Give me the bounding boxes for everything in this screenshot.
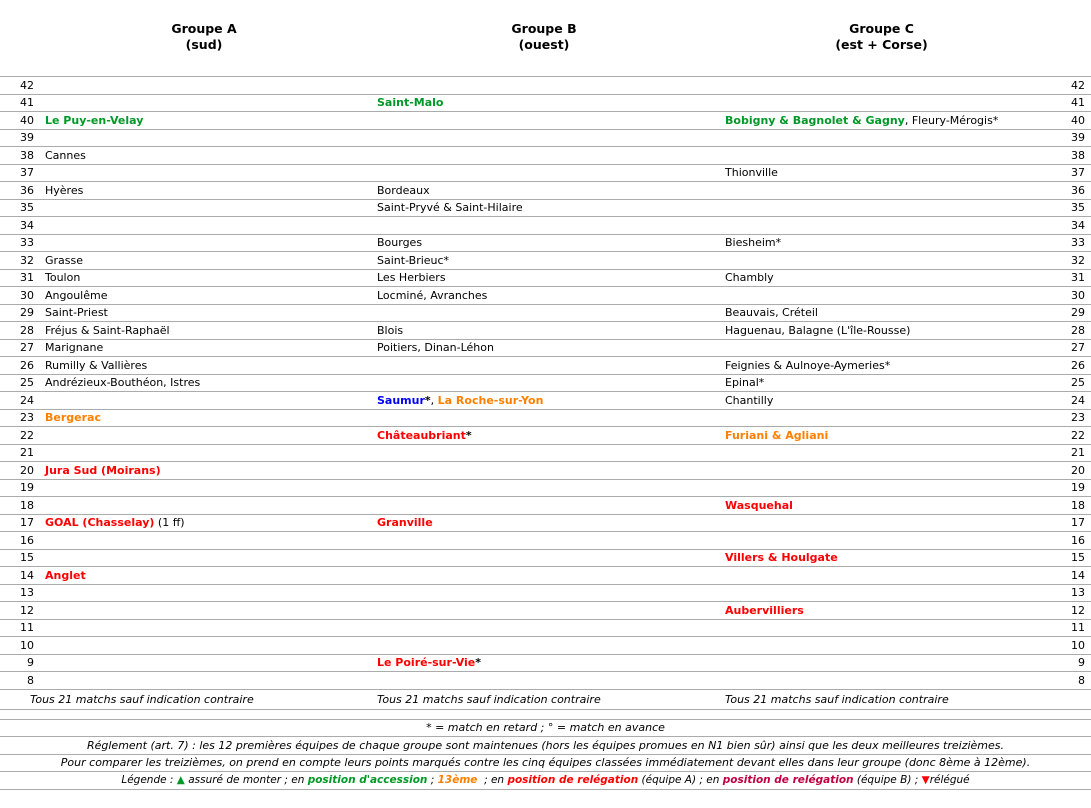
points-row (0, 444, 1091, 462)
group-b-title: Groupe B (511, 21, 577, 36)
points-row (0, 671, 1091, 689)
points-label-left: 16 (20, 533, 34, 547)
text-segment: Poitiers, Dinan-Léhon (377, 341, 494, 355)
group-b-cell (370, 253, 718, 268)
group-b-cell (370, 323, 718, 338)
text-segment: Saint-Malo (377, 96, 444, 110)
group-a-cell (38, 148, 370, 163)
group-a-header (38, 21, 370, 76)
text-segment: Saint-Priest (45, 306, 108, 320)
group-c-cell (718, 270, 1045, 285)
points-label-right: 19 (1071, 481, 1085, 495)
points-label-right: 8 (1078, 673, 1085, 687)
points-row (0, 321, 1091, 339)
group-b-cell (370, 200, 718, 215)
text-segment: Le Poiré-sur-Vie (377, 656, 476, 670)
standings-table (0, 76, 1091, 689)
group-a-subtitle: (sud) (185, 37, 223, 52)
text-segment: Bobigny & Bagnolet & Gagny (725, 113, 905, 127)
group-b-cell (370, 340, 718, 355)
points-label-right: 35 (1071, 201, 1085, 215)
text-segment: Châteaubriant (377, 428, 466, 442)
points-label-right: 23 (1071, 411, 1085, 425)
text-segment: position de relégation (507, 774, 639, 787)
text-segment: Saint-Pryvé & Saint-Hilaire (377, 201, 523, 215)
points-row (0, 164, 1091, 182)
group-b-cell (370, 270, 718, 285)
group-a-cell (38, 305, 370, 320)
points-label-left: 18 (20, 498, 34, 512)
promotion-triangle-icon: ▲ (176, 774, 185, 787)
group-a-cell (38, 358, 370, 373)
points-label-right: 40 (1071, 113, 1085, 127)
rule-thirteenth-comparison: Pour comparer les treizièmes, on prend en compte leurs points marqués contre les cinq équipes classées immédiatement devant elles dans leur groupe (donc 8ème à 12ème). (0, 754, 1091, 772)
points-row (0, 199, 1091, 217)
points-label-right: 42 (1071, 78, 1085, 92)
text-segment: Villers & Houlgate (725, 551, 838, 565)
text-segment: Beauvais, Créteil (725, 306, 818, 320)
group-c-cell (718, 603, 1045, 618)
points-row (0, 409, 1091, 427)
text-segment: Jura Sud (Moirans) (45, 463, 161, 477)
group-a-cell (38, 323, 370, 338)
group-c-cell (718, 323, 1045, 338)
points-label-left: 33 (20, 236, 34, 250)
points-row (0, 251, 1091, 269)
points-label-left: 37 (20, 166, 34, 180)
points-label-left: 28 (20, 323, 34, 337)
rule-article-7: Réglement (art. 7) : les 12 premières équipes de chaque groupe sont maintenues (hors les équipes promues en N1 bien sûr) ainsi que les deux meilleures treizièmes. (0, 736, 1091, 754)
rank-header-spacer-right (1045, 21, 1091, 76)
text-segment: * (424, 393, 431, 407)
points-row (0, 216, 1091, 234)
points-row (0, 461, 1091, 479)
points-label-left: 23 (20, 411, 34, 425)
points-label-right: 13 (1071, 586, 1085, 600)
text-segment: Andrézieux-Bouthéon, Istres (45, 376, 201, 390)
group-b-header (370, 21, 718, 76)
text-segment: Haguenau, Balagne (L'île-Rousse) (725, 323, 911, 337)
points-label-right: 10 (1071, 638, 1085, 652)
group-b-cell (370, 95, 718, 110)
matches-note-group-b: Tous 21 matchs sauf indication contraire (377, 692, 601, 706)
text-segment: Bordeaux (377, 183, 430, 197)
points-row (0, 636, 1091, 654)
group-c-title: Groupe C (849, 21, 914, 36)
points-label-right: 21 (1071, 446, 1085, 460)
points-row (0, 566, 1091, 584)
text-segment: Rumilly & Vallières (45, 358, 148, 372)
points-label-left: 9 (27, 656, 34, 670)
text-segment: Angoulême (45, 288, 108, 302)
text-segment: position d'accession (307, 774, 428, 787)
points-row (0, 619, 1091, 637)
points-label-left: 35 (20, 201, 34, 215)
points-label-left: 8 (27, 673, 34, 687)
points-label-left: 39 (20, 131, 34, 145)
text-segment: Cannes (45, 148, 86, 162)
text-segment: Chantilly (725, 393, 774, 407)
footnote-symbols: * = match en retard ; ° = match en avance (0, 719, 1091, 737)
text-segment: , (430, 393, 438, 407)
points-row (0, 549, 1091, 567)
group-a-title: Groupe A (171, 21, 237, 36)
group-a-cell (38, 463, 370, 478)
points-label-left: 10 (20, 638, 34, 652)
points-label-right: 41 (1071, 96, 1085, 110)
group-c-cell (718, 165, 1045, 180)
points-row (0, 426, 1091, 444)
group-a-cell (38, 568, 370, 583)
text-segment: Saumur (377, 393, 425, 407)
group-a-cell (38, 288, 370, 303)
group-b-cell (370, 183, 718, 198)
text-segment: Les Herbiers (377, 271, 446, 285)
points-label-left: 14 (20, 568, 34, 582)
group-a-cell (38, 375, 370, 390)
points-label-left: 42 (20, 78, 34, 92)
text-segment: Locminé, Avranches (377, 288, 488, 302)
points-row (0, 339, 1091, 357)
points-label-left: 30 (20, 288, 34, 302)
group-a-cell (38, 515, 370, 530)
table-header (0, 0, 1091, 76)
points-label-left: 12 (20, 603, 34, 617)
points-label-left: 17 (20, 516, 34, 530)
group-a-cell (38, 340, 370, 355)
points-row (0, 584, 1091, 602)
text-segment: (équipe A) ; en (638, 774, 723, 787)
points-row (0, 601, 1091, 619)
points-label-left: 24 (20, 393, 34, 407)
text-segment: * (475, 656, 482, 670)
points-label-left: 15 (20, 551, 34, 565)
legend-line (0, 771, 1091, 789)
points-row (0, 356, 1091, 374)
points-label-left: 22 (20, 428, 34, 442)
footer-notes (0, 719, 1091, 790)
relegation-triangle-icon: ▼ (921, 774, 930, 787)
points-label-right: 14 (1071, 568, 1085, 582)
group-c-cell (718, 305, 1045, 320)
points-label-right: 37 (1071, 166, 1085, 180)
points-label-right: 16 (1071, 533, 1085, 547)
points-label-left: 25 (20, 376, 34, 390)
group-b-cell (370, 288, 718, 303)
points-label-right: 20 (1071, 463, 1085, 477)
text-segment: Chambly (725, 271, 774, 285)
points-label-right: 36 (1071, 183, 1085, 197)
text-segment: Aubervilliers (725, 603, 804, 617)
points-row (0, 654, 1091, 672)
points-row (0, 269, 1091, 287)
text-segment: ; (427, 774, 438, 787)
text-segment: (1 ff) (154, 516, 185, 530)
text-segment: Marignane (45, 341, 104, 355)
text-segment: position de relégation (722, 774, 854, 787)
group-a-cell (38, 113, 370, 128)
group-a-cell (38, 270, 370, 285)
points-label-left: 36 (20, 183, 34, 197)
group-c-header (718, 21, 1045, 76)
points-row (0, 496, 1091, 514)
points-row (0, 111, 1091, 129)
points-label-right: 32 (1071, 253, 1085, 267)
points-label-left: 27 (20, 341, 34, 355)
points-row (0, 76, 1091, 94)
group-b-cell (370, 235, 718, 250)
text-segment: Thionville (725, 166, 778, 180)
text-segment: Epinal* (725, 376, 765, 390)
text-segment: Granville (377, 516, 433, 530)
points-label-right: 24 (1071, 393, 1085, 407)
points-label-right: 34 (1071, 218, 1085, 232)
points-row (0, 531, 1091, 549)
points-label-right: 12 (1071, 603, 1085, 617)
group-a-cell (38, 253, 370, 268)
group-c-cell (718, 428, 1045, 443)
group-b-cell (370, 655, 718, 670)
text-segment: * (465, 428, 472, 442)
points-label-right: 31 (1071, 271, 1085, 285)
text-segment: , Fleury-Mérogis* (904, 113, 999, 127)
text-segment: La Roche-sur-Yon (437, 393, 544, 407)
text-segment: Le Puy-en-Velay (45, 113, 144, 127)
text-segment: Furiani & Agliani (725, 428, 829, 442)
text-segment: Toulon (45, 271, 81, 285)
text-segment: Anglet (45, 568, 86, 582)
points-label-left: 40 (20, 113, 34, 127)
points-row (0, 181, 1091, 199)
points-label-right: 17 (1071, 516, 1085, 530)
points-label-right: 26 (1071, 358, 1085, 372)
points-label-left: 13 (20, 586, 34, 600)
group-b-cell (370, 393, 718, 408)
points-row (0, 514, 1091, 532)
points-label-left: 29 (20, 306, 34, 320)
text-segment: ; en (477, 774, 508, 787)
text-segment: Bergerac (45, 411, 101, 425)
text-segment: rélégué (929, 774, 970, 787)
points-row (0, 374, 1091, 392)
points-label-right: 30 (1071, 288, 1085, 302)
points-label-left: 31 (20, 271, 34, 285)
points-label-right: 39 (1071, 131, 1085, 145)
points-row (0, 146, 1091, 164)
text-segment: Bourges (377, 236, 423, 250)
points-label-right: 9 (1078, 656, 1085, 670)
points-label-right: 15 (1071, 551, 1085, 565)
group-b-subtitle: (ouest) (518, 37, 570, 52)
group-c-cell (718, 498, 1045, 513)
group-a-cell (38, 410, 370, 425)
points-label-left: 32 (20, 253, 34, 267)
points-row (0, 286, 1091, 304)
points-label-left: 34 (20, 218, 34, 232)
group-c-cell (718, 375, 1045, 390)
matches-note-group-a: Tous 21 matchs sauf indication contraire (30, 692, 254, 706)
text-segment: Biesheim* (725, 236, 782, 250)
text-segment: assuré de monter ; en (184, 774, 308, 787)
group-b-cell (370, 515, 718, 530)
points-row (0, 94, 1091, 112)
points-label-right: 28 (1071, 323, 1085, 337)
text-segment: Fréjus & Saint-Raphaël (45, 323, 170, 337)
points-row (0, 391, 1091, 409)
matches-note-group-c: Tous 21 matchs sauf indication contraire (725, 692, 949, 706)
text-segment: (équipe B) ; (853, 774, 922, 787)
points-row (0, 479, 1091, 497)
points-label-right: 33 (1071, 236, 1085, 250)
text-segment: 13ème (437, 774, 478, 787)
points-label-right: 29 (1071, 306, 1085, 320)
group-c-cell (718, 550, 1045, 565)
points-label-left: 11 (20, 621, 34, 635)
points-row (0, 129, 1091, 147)
points-label-left: 38 (20, 148, 34, 162)
group-c-cell (718, 393, 1045, 408)
points-label-right: 22 (1071, 428, 1085, 442)
text-segment: Grasse (45, 253, 84, 267)
text-segment: Saint-Brieuc* (377, 253, 450, 267)
spacer (0, 710, 1091, 719)
group-c-cell (718, 235, 1045, 250)
points-label-right: 25 (1071, 376, 1085, 390)
points-label-right: 27 (1071, 341, 1085, 355)
text-segment: Feignies & Aulnoye-Aymeries* (725, 358, 891, 372)
group-a-cell (38, 183, 370, 198)
points-row (0, 304, 1091, 322)
text-segment: Hyères (45, 183, 84, 197)
text-segment: GOAL (Chasselay) (45, 516, 155, 530)
group-c-subtitle: (est + Corse) (835, 37, 928, 52)
group-b-cell (370, 428, 718, 443)
points-label-left: 19 (20, 481, 34, 495)
text-segment: Wasquehal (725, 498, 793, 512)
points-label-left: 21 (20, 446, 34, 460)
points-label-left: 26 (20, 358, 34, 372)
points-label-right: 38 (1071, 148, 1085, 162)
group-c-cell (718, 113, 1045, 128)
text-segment: Légende : (121, 774, 177, 787)
points-label-right: 18 (1071, 498, 1085, 512)
points-row (0, 234, 1091, 252)
points-label-left: 41 (20, 96, 34, 110)
matches-note-row (0, 689, 1091, 710)
text-segment: Blois (377, 323, 404, 337)
points-label-left: 20 (20, 463, 34, 477)
group-c-cell (718, 358, 1045, 373)
rank-header-spacer-left (0, 21, 38, 76)
points-label-right: 11 (1071, 621, 1085, 635)
